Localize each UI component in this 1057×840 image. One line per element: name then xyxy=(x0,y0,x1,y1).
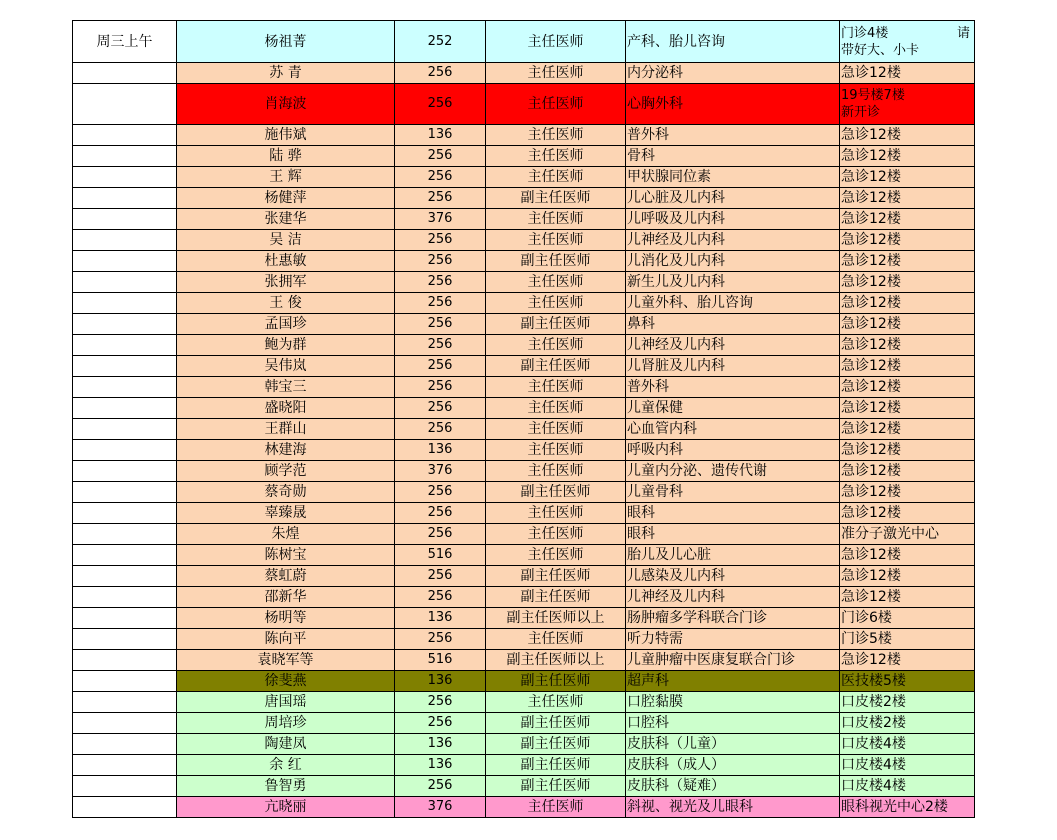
doctor-name-cell: 施伟斌 xyxy=(177,125,395,146)
location-line-2: 带好大、小卡 xyxy=(841,42,920,58)
doctor-name-cell: 王 俊 xyxy=(177,293,395,314)
title-cell: 副主任医师 xyxy=(486,713,626,734)
fee-cell: 376 xyxy=(395,797,486,818)
fee-cell: 256 xyxy=(395,524,486,545)
location-cell: 急诊12楼 xyxy=(840,419,975,440)
title-cell: 主任医师 xyxy=(486,84,626,125)
fee-cell: 256 xyxy=(395,587,486,608)
fee-cell: 136 xyxy=(395,125,486,146)
department-cell: 儿童外科、胎儿咨询 xyxy=(626,293,840,314)
day-cell xyxy=(73,377,177,398)
table-row xyxy=(73,335,975,356)
fee-cell: 256 xyxy=(395,188,486,209)
table-row xyxy=(73,692,975,713)
doctor-name-cell: 袁晓军等 xyxy=(177,650,395,671)
department-cell: 超声科 xyxy=(626,671,840,692)
title-cell: 主任医师 xyxy=(486,398,626,419)
fee-cell: 516 xyxy=(395,650,486,671)
doctor-name-cell: 杜惠敏 xyxy=(177,251,395,272)
table-row xyxy=(73,230,975,251)
location-cell: 眼科视光中心2楼 xyxy=(840,797,975,818)
department-cell: 甲状腺同位素 xyxy=(626,167,840,188)
fee-cell: 256 xyxy=(395,230,486,251)
title-cell: 主任医师 xyxy=(486,419,626,440)
day-cell xyxy=(73,293,177,314)
table-row xyxy=(73,146,975,167)
doctor-name-cell: 王 辉 xyxy=(177,167,395,188)
day-cell xyxy=(73,209,177,230)
doctor-name-cell: 吴伟岚 xyxy=(177,356,395,377)
day-cell xyxy=(73,524,177,545)
day-cell xyxy=(73,146,177,167)
day-cell xyxy=(73,650,177,671)
department-cell: 口腔科 xyxy=(626,713,840,734)
day-cell xyxy=(73,587,177,608)
department-cell: 肠肿瘤多学科联合门诊 xyxy=(626,608,840,629)
day-cell xyxy=(73,167,177,188)
table-row xyxy=(73,63,975,84)
title-cell: 主任医师 xyxy=(486,503,626,524)
location-cell: 急诊12楼 xyxy=(840,293,975,314)
doctor-name-cell: 鲍为群 xyxy=(177,335,395,356)
department-cell: 儿感染及儿内科 xyxy=(626,566,840,587)
title-cell: 主任医师 xyxy=(486,272,626,293)
day-cell xyxy=(73,545,177,566)
day-cell xyxy=(73,734,177,755)
table-row xyxy=(73,293,975,314)
table-row xyxy=(73,755,975,776)
table-row xyxy=(73,461,975,482)
title-cell: 主任医师 xyxy=(486,629,626,650)
department-cell: 新生儿及儿内科 xyxy=(626,272,840,293)
location-cell: 急诊12楼 xyxy=(840,335,975,356)
day-cell xyxy=(73,251,177,272)
department-cell: 皮肤科（儿童） xyxy=(626,734,840,755)
doctor-name-cell: 陈树宝 xyxy=(177,545,395,566)
doctor-name-cell: 顾学范 xyxy=(177,461,395,482)
schedule-table xyxy=(72,20,975,818)
department-cell: 斜视、视光及儿眼科 xyxy=(626,797,840,818)
day-cell xyxy=(73,125,177,146)
fee-cell: 256 xyxy=(395,398,486,419)
fee-cell: 256 xyxy=(395,63,486,84)
fee-cell: 256 xyxy=(395,482,486,503)
doctor-name-cell: 朱煌 xyxy=(177,524,395,545)
table-row xyxy=(73,188,975,209)
title-cell: 主任医师 xyxy=(486,293,626,314)
location-cell: 急诊12楼 xyxy=(840,566,975,587)
department-cell: 儿消化及儿内科 xyxy=(626,251,840,272)
doctor-name-cell: 鲁智勇 xyxy=(177,776,395,797)
title-cell: 主任医师 xyxy=(486,440,626,461)
location-cell: 急诊12楼 xyxy=(840,188,975,209)
table-row xyxy=(73,587,975,608)
doctor-name-cell: 苏 青 xyxy=(177,63,395,84)
department-cell: 儿心脏及儿内科 xyxy=(626,188,840,209)
table-row xyxy=(73,167,975,188)
department-cell: 心血管内科 xyxy=(626,419,840,440)
day-cell xyxy=(73,692,177,713)
day-cell xyxy=(73,776,177,797)
table-row xyxy=(73,377,975,398)
location-cell: 急诊12楼 xyxy=(840,251,975,272)
table-row xyxy=(73,797,975,818)
table-row xyxy=(73,776,975,797)
doctor-name-cell: 唐国瑶 xyxy=(177,692,395,713)
location-cell: 门诊6楼 xyxy=(840,608,975,629)
doctor-name-cell: 余 红 xyxy=(177,755,395,776)
department-cell: 儿肾脏及儿内科 xyxy=(626,356,840,377)
day-cell xyxy=(73,63,177,84)
location-cell: 急诊12楼 xyxy=(840,356,975,377)
title-cell: 副主任医师 xyxy=(486,671,626,692)
day-cell xyxy=(73,608,177,629)
day-cell xyxy=(73,356,177,377)
title-cell: 主任医师 xyxy=(486,125,626,146)
fee-cell: 256 xyxy=(395,377,486,398)
location-cell: 急诊12楼 xyxy=(840,272,975,293)
fee-cell: 256 xyxy=(395,503,486,524)
day-cell xyxy=(73,713,177,734)
table-row xyxy=(73,356,975,377)
fee-cell: 256 xyxy=(395,146,486,167)
title-cell: 主任医师 xyxy=(486,524,626,545)
title-cell: 副主任医师 xyxy=(486,734,626,755)
doctor-name-cell: 肖海波 xyxy=(177,84,395,125)
fee-cell: 256 xyxy=(395,566,486,587)
day-cell xyxy=(73,188,177,209)
location-cell: 急诊12楼 xyxy=(840,209,975,230)
doctor-name-cell: 陈向平 xyxy=(177,629,395,650)
fee-cell: 376 xyxy=(395,209,486,230)
department-cell: 儿神经及儿内科 xyxy=(626,335,840,356)
table-row xyxy=(73,629,975,650)
title-cell: 主任医师 xyxy=(486,797,626,818)
location-cell: 急诊12楼 xyxy=(840,398,975,419)
location-cell xyxy=(840,21,975,63)
location-cell: 口皮楼4楼 xyxy=(840,734,975,755)
table-row xyxy=(73,314,975,335)
title-cell: 副主任医师 xyxy=(486,482,626,503)
location-cell: 急诊12楼 xyxy=(840,545,975,566)
fee-cell: 256 xyxy=(395,419,486,440)
location-cell: 急诊12楼 xyxy=(840,503,975,524)
location-cell: 口皮楼2楼 xyxy=(840,692,975,713)
fee-cell: 256 xyxy=(395,167,486,188)
doctor-name-cell: 邵新华 xyxy=(177,587,395,608)
fee-cell: 136 xyxy=(395,440,486,461)
location-cell: 急诊12楼 xyxy=(840,440,975,461)
location-cell: 准分子激光中心 xyxy=(840,524,975,545)
location-cell: 医技楼5楼 xyxy=(840,671,975,692)
fee-cell: 256 xyxy=(395,293,486,314)
doctor-name-cell: 杨明等 xyxy=(177,608,395,629)
day-cell xyxy=(73,230,177,251)
location-line-2: 新开诊 xyxy=(841,105,881,120)
location-cell: 急诊12楼 xyxy=(840,146,975,167)
location-cell: 口皮楼2楼 xyxy=(840,713,975,734)
table-row xyxy=(73,440,975,461)
location-cell: 急诊12楼 xyxy=(840,63,975,84)
department-cell: 皮肤科（成人） xyxy=(626,755,840,776)
department-cell: 儿童保健 xyxy=(626,398,840,419)
department-cell: 口腔黏膜 xyxy=(626,692,840,713)
location-cell: 急诊12楼 xyxy=(840,650,975,671)
location-cell: 急诊12楼 xyxy=(840,587,975,608)
table-row xyxy=(73,419,975,440)
location-cell: 急诊12楼 xyxy=(840,125,975,146)
doctor-name-cell: 杨健萍 xyxy=(177,188,395,209)
doctor-name-cell: 蔡虹蔚 xyxy=(177,566,395,587)
fee-cell: 256 xyxy=(395,692,486,713)
day-cell xyxy=(73,629,177,650)
table-row xyxy=(73,209,975,230)
title-cell: 副主任医师以上 xyxy=(486,650,626,671)
department-cell: 普外科 xyxy=(626,125,840,146)
table-row xyxy=(73,398,975,419)
table-row xyxy=(73,608,975,629)
day-cell xyxy=(73,566,177,587)
department-cell: 听力特需 xyxy=(626,629,840,650)
department-cell: 呼吸内科 xyxy=(626,440,840,461)
fee-cell: 136 xyxy=(395,671,486,692)
fee-cell: 256 xyxy=(395,335,486,356)
doctor-name-cell: 陆 骅 xyxy=(177,146,395,167)
fee-cell: 256 xyxy=(395,84,486,125)
day-cell xyxy=(73,272,177,293)
title-cell: 主任医师 xyxy=(486,146,626,167)
fee-cell: 136 xyxy=(395,755,486,776)
title-cell: 副主任医师 xyxy=(486,251,626,272)
fee-cell: 256 xyxy=(395,713,486,734)
title-cell: 主任医师 xyxy=(486,377,626,398)
location-cell: 急诊12楼 xyxy=(840,230,975,251)
doctor-name-cell: 杨祖菁 xyxy=(177,21,395,63)
day-cell xyxy=(73,440,177,461)
title-cell: 副主任医师 xyxy=(486,587,626,608)
fee-cell: 256 xyxy=(395,314,486,335)
location-cell xyxy=(840,84,975,125)
table-row xyxy=(73,524,975,545)
fee-cell: 256 xyxy=(395,356,486,377)
location-cell: 急诊12楼 xyxy=(840,461,975,482)
day-cell xyxy=(73,314,177,335)
location-cell: 急诊12楼 xyxy=(840,377,975,398)
title-cell: 副主任医师 xyxy=(486,314,626,335)
doctor-name-cell: 张拥军 xyxy=(177,272,395,293)
location-note-right: 请 xyxy=(956,25,970,41)
location-cell: 急诊12楼 xyxy=(840,314,975,335)
title-cell: 副主任医师 xyxy=(486,755,626,776)
fee-cell: 136 xyxy=(395,734,486,755)
department-cell: 产科、胎儿咨询 xyxy=(626,21,840,63)
doctor-name-cell: 王群山 xyxy=(177,419,395,440)
department-cell: 眼科 xyxy=(626,503,840,524)
title-cell: 副主任医师 xyxy=(486,356,626,377)
table-row xyxy=(73,671,975,692)
department-cell: 普外科 xyxy=(626,377,840,398)
table-row xyxy=(73,482,975,503)
title-cell: 主任医师 xyxy=(486,545,626,566)
fee-cell: 256 xyxy=(395,272,486,293)
department-cell: 儿童骨科 xyxy=(626,482,840,503)
doctor-name-cell: 周培珍 xyxy=(177,713,395,734)
location-cell: 急诊12楼 xyxy=(840,167,975,188)
location-cell: 口皮楼4楼 xyxy=(840,776,975,797)
day-cell xyxy=(73,671,177,692)
department-cell: 儿呼吸及儿内科 xyxy=(626,209,840,230)
title-cell: 主任医师 xyxy=(486,461,626,482)
day-cell xyxy=(73,419,177,440)
table-row xyxy=(73,125,975,146)
department-cell: 儿童内分泌、遗传代谢 xyxy=(626,461,840,482)
doctor-name-cell: 林建海 xyxy=(177,440,395,461)
doctor-name-cell: 陶建凤 xyxy=(177,734,395,755)
doctor-name-cell: 韩宝三 xyxy=(177,377,395,398)
doctor-name-cell: 盛晓阳 xyxy=(177,398,395,419)
location-line-1: 19号楼7楼 xyxy=(841,88,905,103)
department-cell: 骨科 xyxy=(626,146,840,167)
doctor-name-cell: 蔡奇勋 xyxy=(177,482,395,503)
fee-cell: 136 xyxy=(395,608,486,629)
fee-cell: 376 xyxy=(395,461,486,482)
doctor-name-cell: 辜臻晟 xyxy=(177,503,395,524)
department-cell: 儿童肿瘤中医康复联合门诊 xyxy=(626,650,840,671)
table-row xyxy=(73,84,975,125)
fee-cell: 256 xyxy=(395,629,486,650)
table-row xyxy=(73,503,975,524)
title-cell: 主任医师 xyxy=(486,692,626,713)
department-cell: 皮肤科（疑难） xyxy=(626,776,840,797)
title-cell: 副主任医师 xyxy=(486,188,626,209)
title-cell: 副主任医师 xyxy=(486,566,626,587)
department-cell: 内分泌科 xyxy=(626,63,840,84)
doctor-name-cell: 吴 洁 xyxy=(177,230,395,251)
doctor-name-cell: 亢晓丽 xyxy=(177,797,395,818)
title-cell: 主任医师 xyxy=(486,209,626,230)
department-cell: 胎儿及儿心脏 xyxy=(626,545,840,566)
day-cell xyxy=(73,797,177,818)
department-cell: 眼科 xyxy=(626,524,840,545)
fee-cell: 252 xyxy=(395,21,486,63)
doctor-name-cell: 徐斐燕 xyxy=(177,671,395,692)
department-cell: 心胸外科 xyxy=(626,84,840,125)
title-cell: 主任医师 xyxy=(486,63,626,84)
location-cell: 口皮楼4楼 xyxy=(840,755,975,776)
table-row xyxy=(73,545,975,566)
title-cell: 主任医师 xyxy=(486,167,626,188)
day-cell xyxy=(73,755,177,776)
location-cell: 急诊12楼 xyxy=(840,482,975,503)
title-cell: 副主任医师 xyxy=(486,776,626,797)
doctor-name-cell: 张建华 xyxy=(177,209,395,230)
department-cell: 鼻科 xyxy=(626,314,840,335)
doctor-name-cell: 孟国珍 xyxy=(177,314,395,335)
title-cell: 副主任医师以上 xyxy=(486,608,626,629)
fee-cell: 256 xyxy=(395,251,486,272)
department-cell: 儿神经及儿内科 xyxy=(626,587,840,608)
day-cell xyxy=(73,503,177,524)
day-cell xyxy=(73,461,177,482)
title-cell: 主任医师 xyxy=(486,21,626,63)
day-cell xyxy=(73,398,177,419)
title-cell: 主任医师 xyxy=(486,335,626,356)
day-cell xyxy=(73,335,177,356)
table-row xyxy=(73,251,975,272)
table-row xyxy=(73,734,975,755)
day-cell: 周三上午 xyxy=(73,21,177,63)
table-row xyxy=(73,650,975,671)
table-row xyxy=(73,566,975,587)
day-cell xyxy=(73,84,177,125)
table-row xyxy=(73,713,975,734)
location-line-1: 门诊4楼 xyxy=(841,25,889,41)
title-cell: 主任医师 xyxy=(486,230,626,251)
location-cell: 门诊5楼 xyxy=(840,629,975,650)
department-cell: 儿神经及儿内科 xyxy=(626,230,840,251)
fee-cell: 256 xyxy=(395,776,486,797)
table-row xyxy=(73,21,975,63)
table-row xyxy=(73,272,975,293)
fee-cell: 516 xyxy=(395,545,486,566)
day-cell xyxy=(73,482,177,503)
